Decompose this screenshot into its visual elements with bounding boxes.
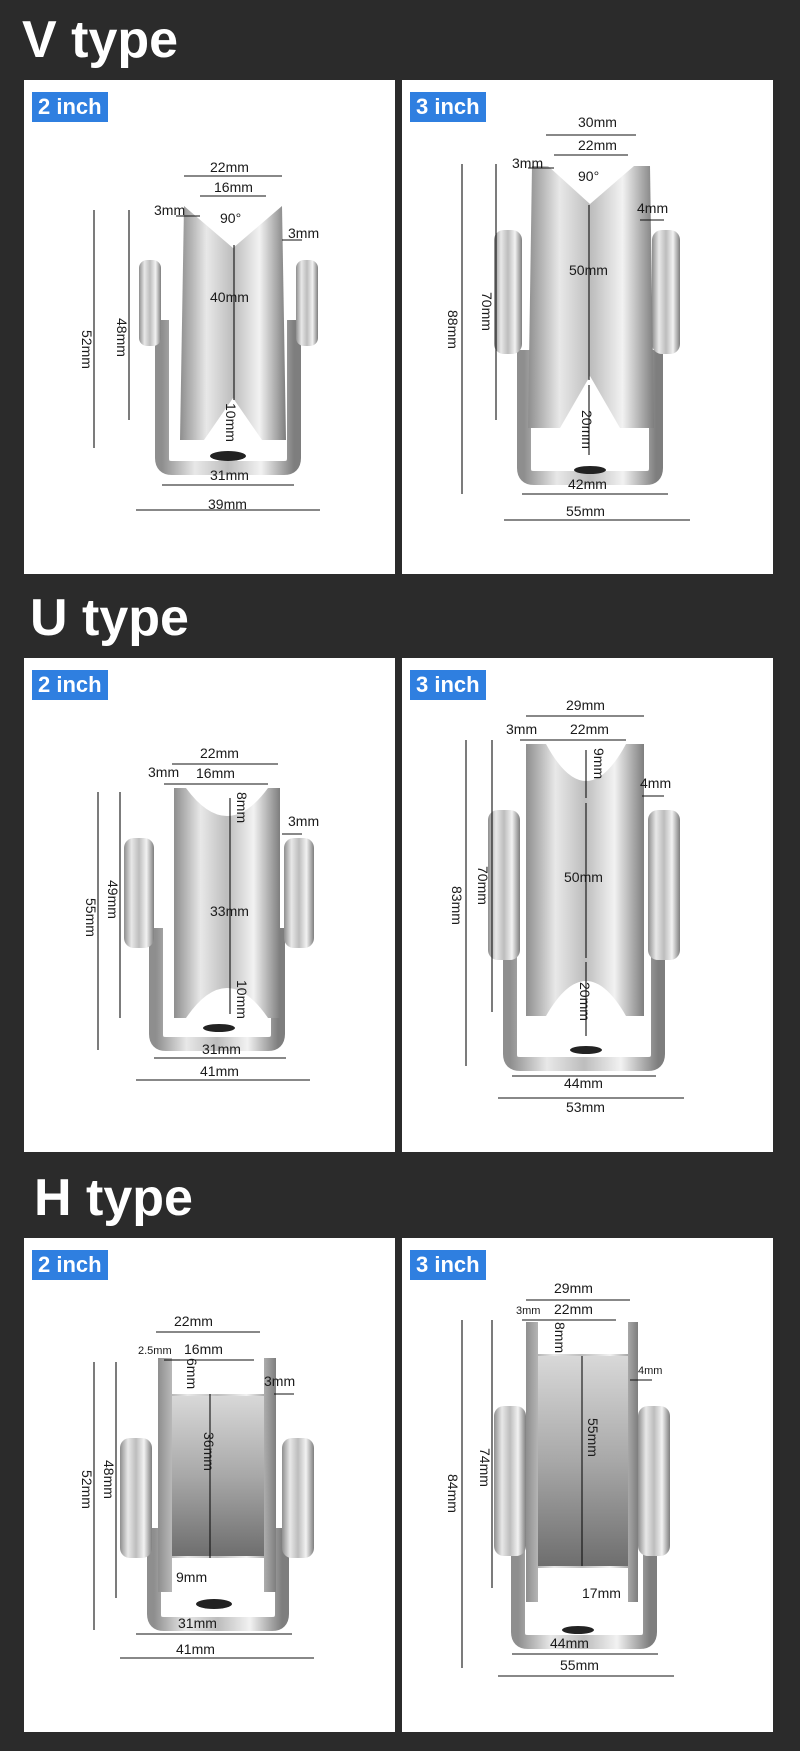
size-badge: 3 inch — [410, 1250, 486, 1280]
dim-base-outer: 41mm — [200, 1063, 239, 1079]
mount-hole — [562, 1626, 594, 1634]
dim-right-rim: 4mm — [637, 200, 669, 216]
dim-left-rim: 3mm — [506, 721, 538, 737]
v-type-2-inch-diagram — [24, 80, 395, 574]
axle-cap-left — [120, 1438, 152, 1558]
dim-base-inner: 42mm — [568, 476, 607, 492]
dim-base-outer: 53mm — [566, 1099, 605, 1115]
u-type-3-inch-diagram — [402, 658, 773, 1152]
size-badge: 2 inch — [32, 670, 108, 700]
axle-cap-right — [638, 1406, 670, 1556]
dim-center: 50mm — [569, 262, 608, 278]
dim-center: 50mm — [564, 869, 603, 885]
section-title-h-type: H type — [34, 1169, 193, 1227]
dim-right-rim: 3mm — [288, 813, 320, 829]
dim-height-outer: 83mm — [449, 886, 465, 925]
axle-cap-left — [494, 1406, 526, 1556]
dim-base-outer: 55mm — [560, 1657, 599, 1673]
dim-left-rim: 3mm — [516, 1305, 541, 1317]
u-type-2-inch-diagram — [24, 658, 395, 1152]
dim-left-rim: 2.5mm — [138, 1345, 172, 1357]
dim-center: 55mm — [585, 1418, 601, 1457]
dim-base-inner: 44mm — [564, 1075, 603, 1091]
axle-cap-left — [124, 838, 154, 948]
dim-bottom-gap: 17mm — [582, 1585, 621, 1601]
dim-base-outer: 39mm — [208, 496, 247, 512]
dim-height-inner: 70mm — [475, 866, 491, 905]
dim-base-inner: 31mm — [202, 1041, 241, 1057]
axle-cap-right — [652, 230, 680, 354]
dim-bottom-gap: 20mm — [579, 410, 595, 449]
dim-height-outer: 88mm — [445, 310, 461, 349]
dim-right-rim: 3mm — [264, 1373, 296, 1389]
dim-height-outer: 55mm — [83, 898, 99, 937]
dim-right-rim: 3mm — [288, 225, 320, 241]
dim-right-rim: 4mm — [640, 775, 672, 791]
dim-bottom-gap: 20mm — [577, 982, 593, 1021]
section-title-v-type: V type — [22, 11, 179, 69]
panel-h-type-2-inch — [24, 1238, 395, 1732]
dim-height-inner: 74mm — [477, 1448, 493, 1487]
dim-top-depth: 9mm — [591, 748, 607, 780]
dim-angle: 90° — [578, 168, 600, 184]
wheel-hub — [538, 1356, 628, 1566]
dim-center: 40mm — [210, 289, 249, 305]
dim-center: 36mm — [201, 1432, 217, 1471]
dim-bottom-gap: 9mm — [176, 1569, 208, 1585]
wheel-hub — [172, 1396, 264, 1556]
axle-cap-left — [494, 230, 522, 354]
h-type-3-inch-diagram — [402, 1238, 773, 1732]
dim-top-inner: 22mm — [554, 1301, 593, 1317]
dim-left-rim: 3mm — [154, 202, 186, 218]
axle-cap-right — [296, 260, 318, 346]
mount-hole — [196, 1599, 232, 1609]
axle-cap-left — [139, 260, 161, 346]
size-badge: 2 inch — [32, 1250, 108, 1280]
dim-top-outer: 30mm — [578, 114, 617, 130]
size-badge: 2 inch — [32, 92, 108, 122]
dim-angle: 90° — [220, 210, 242, 226]
dim-top-outer: 22mm — [200, 745, 239, 761]
dim-height-inner: 70mm — [479, 292, 495, 331]
dim-height-inner: 48mm — [114, 318, 130, 357]
dim-base-inner: 31mm — [178, 1615, 217, 1631]
dim-base-outer: 41mm — [176, 1641, 215, 1657]
panel-v-type-2-inch — [24, 80, 395, 574]
dim-top-inner: 16mm — [196, 765, 235, 781]
dim-right-rim: 4mm — [638, 1365, 663, 1377]
dim-top-outer: 22mm — [210, 159, 249, 175]
section-title-u-type: U type — [30, 589, 189, 647]
axle-cap-right — [284, 838, 314, 948]
dim-base-outer: 55mm — [566, 503, 605, 519]
dim-left-rim: 3mm — [148, 764, 180, 780]
dim-top-outer: 29mm — [566, 697, 605, 713]
dim-top-depth: 6mm — [184, 1358, 200, 1390]
h-channel-top — [538, 1322, 628, 1354]
h-type-2-inch-diagram — [24, 1238, 395, 1732]
dim-base-inner: 44mm — [550, 1635, 589, 1651]
dim-top-outer: 22mm — [174, 1313, 213, 1329]
axle-cap-left — [488, 810, 520, 960]
v-type-3-inch-diagram — [402, 80, 773, 574]
dim-top-depth: 8mm — [552, 1322, 568, 1354]
dim-height-inner: 48mm — [101, 1460, 117, 1499]
dim-left-rim: 3mm — [512, 155, 544, 171]
dim-bottom-gap: 10mm — [234, 980, 250, 1019]
dim-top-outer: 29mm — [554, 1280, 593, 1296]
dim-height-outer: 52mm — [79, 330, 95, 369]
dim-height-outer: 52mm — [79, 1470, 95, 1509]
panel-u-type-3-inch — [402, 658, 773, 1152]
dim-top-inner: 22mm — [578, 137, 617, 153]
dim-top-depth: 8mm — [234, 792, 250, 824]
mount-hole — [203, 1024, 235, 1032]
dim-center: 33mm — [210, 903, 249, 919]
dim-top-inner: 22mm — [570, 721, 609, 737]
axle-cap-right — [282, 1438, 314, 1558]
panel-h-type-3-inch — [402, 1238, 773, 1732]
dim-top-inner: 16mm — [214, 179, 253, 195]
panel-u-type-2-inch — [24, 658, 395, 1152]
dim-bottom-gap: 10mm — [223, 403, 239, 442]
dim-height-inner: 49mm — [105, 880, 121, 919]
size-badge: 3 inch — [410, 670, 486, 700]
axle-cap-right — [648, 810, 680, 960]
dim-height-outer: 84mm — [445, 1474, 461, 1513]
dim-top-inner: 16mm — [184, 1341, 223, 1357]
size-badge: 3 inch — [410, 92, 486, 122]
mount-hole — [210, 451, 246, 461]
dim-base-inner: 31mm — [210, 467, 249, 483]
panel-v-type-3-inch — [402, 80, 773, 574]
mount-hole — [574, 466, 606, 474]
mount-hole — [570, 1046, 602, 1054]
